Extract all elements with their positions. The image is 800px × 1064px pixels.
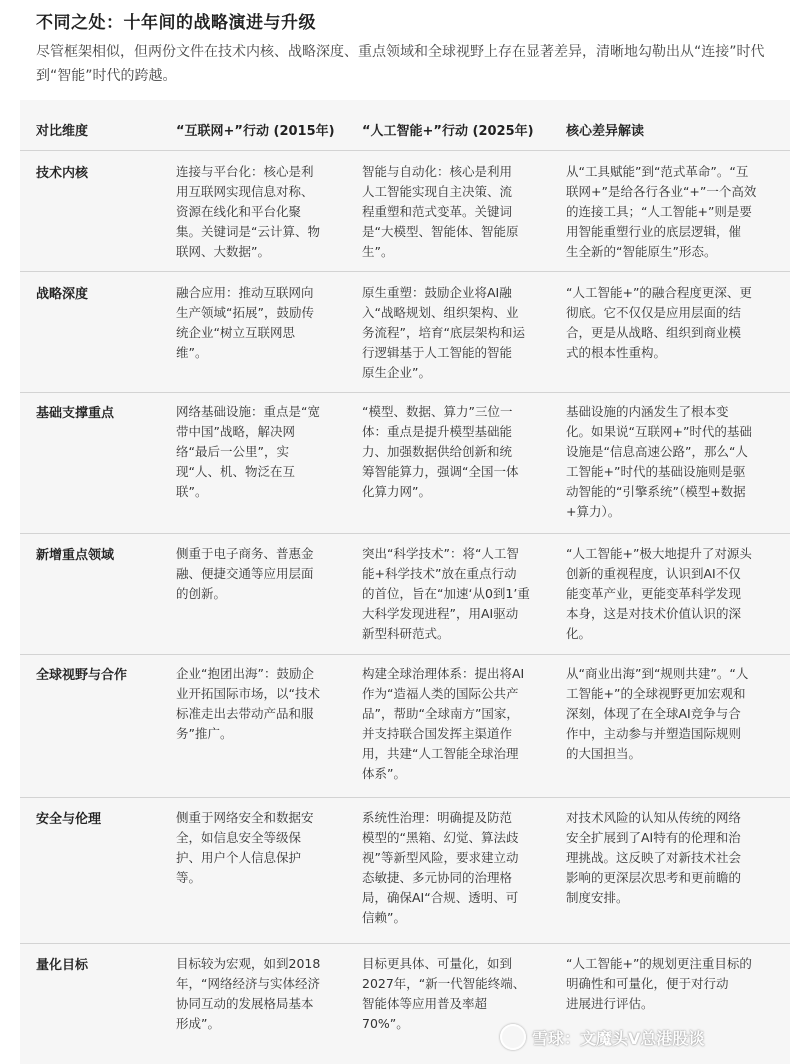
row-divider (20, 797, 790, 798)
difference-cell: “人工智能+”极大地提升了对源头 创新的重视程度，认识到AI不仅 能变革产业，更能变革科学发现 本身，这是对技术价值认识的深 化。 (566, 546, 752, 641)
row-dimension: 新增重点领域 (36, 548, 115, 563)
internet-plus-cell: 侧重于网络安全和数据安 全，如信息安全等级保 护、用户个人信息保护 等。 (176, 810, 314, 885)
internet-plus-cell: 网络基础设施：重点是“宽 带中国”战略，解决网 络“最后一公里”，实 现“人、机、物泛在互 联”。 (176, 404, 320, 499)
difference-cell: “人工智能+”的融合程度更深、更 彻底。它不仅仅是应用层面的结 合，更是从战略、组织到商业模 式的根本性重构。 (566, 285, 752, 360)
internet-plus-cell: 侧重于电子商务、普惠金 融、便捷交通等应用层面 的创新。 (176, 546, 314, 601)
column-header-internet-plus: “互联网+”行动 (2015年) (176, 124, 335, 139)
ai-plus-cell: “模型、数据、算力”三位一 体：重点是提升模型基础能 力、加强数据供给创新和统 筹智能算力，强调“全国一体 化算力网”。 (362, 404, 519, 499)
row-divider (20, 392, 790, 393)
ai-plus-cell: 智能与自动化：核心是利用 人工智能实现自主决策、流 程重塑和范式变革。关键词 是“大模型、智能体、智能原 生”。 (362, 164, 519, 259)
row-dimension: 技术内核 (36, 166, 89, 181)
internet-plus-cell: 企业“抱团出海”：鼓励企 业开拓国际市场，以“技术 标准走出去带动产品和服 务”推广。 (176, 666, 320, 741)
column-header-dimension: 对比维度 (36, 124, 89, 139)
ai-plus-cell: 构建全球治理体系：提出将AI 作为“造福人类的国际公共产 品”，帮助“全球南方”国家， 并支持联合国发挥主渠道作 用，共建“人工智能全球治理 体系”。 (362, 666, 525, 781)
row-dimension: 量化目标 (36, 958, 89, 973)
row-dimension: 基础支撑重点 (36, 406, 115, 421)
row-dimension: 安全与伦理 (36, 812, 102, 827)
internet-plus-cell: 连接与平台化：核心是利 用互联网实现信息对称、 资源在线化和平台化聚 集。关键词是“云计算、物 联网、大数据”。 (176, 164, 320, 259)
ai-plus-cell: 目标更具体、可量化，如到 2027年，“新一代智能终端、 智能体等应用普及率超 70%”。 (362, 956, 526, 1031)
watermark-text: 雪球：文魔头V总港股谈 (532, 1028, 705, 1048)
difference-cell: 从“商业出海”到“规则共建”。“人 工智能+”的全球视野更加宏观和 深刻，体现了在全球AI竞争与合 作中，主动参与并塑造国际规则 的大国担当。 (566, 666, 749, 761)
difference-cell: 对技术风险的认知从传统的网络 安全扩展到了AI特有的伦理和治 理挑战。这反映了对新技术社会 影响的更深层次思考和更前瞻的 制度安排。 (566, 810, 742, 905)
header-divider (20, 150, 790, 151)
row-dimension: 战略深度 (36, 287, 89, 302)
row-divider (20, 943, 790, 944)
row-divider (20, 271, 790, 272)
internet-plus-cell: 融合应用：推动互联网向 生产领域“拓展”，鼓励传 统企业“树立互联网思 维”。 (176, 285, 314, 360)
difference-cell: 基础设施的内涵发生了根本变 化。如果说“互联网+”时代的基础 设施是“信息高速公路”，那么“人 工智能+”时代的基础设施则是驱 动智能的“引擎系统”（模型+数据 +算力）。 (566, 404, 752, 519)
ai-plus-cell: 突出“科学技术”：将“人工智 能+科学技术”放在重点行动 的首位，旨在“加速‘从0到1’重 大科学发现进程”，用AI驱动 新型科研范式。 (362, 546, 530, 641)
ai-plus-cell: 原生重塑：鼓励企业将AI融 入“战略规划、组织架构、业 务流程”，培育“底层架构和运 行逻辑基于人工智能的智能 原生企业”。 (362, 285, 525, 380)
snowball-logo-icon (500, 1024, 526, 1050)
column-header-core-difference: 核心差异解读 (566, 124, 645, 139)
page-title: 不同之处：十年间的战略演进与升级 (36, 13, 316, 33)
intro-paragraph: 尽管框架相似，但两份文件在技术内核、战略深度、重点领域和全球视野上存在显著差异，清晰地勾勒出从“连接”时代到“智能”时代的跨越。 (36, 44, 765, 84)
watermark (500, 1024, 704, 1050)
row-divider (20, 654, 790, 655)
internet-plus-cell: 目标较为宏观，如到2018 年，“网络经济与实体经济 协同互动的发展格局基本 形成”。 (176, 956, 321, 1031)
difference-cell: 从“工具赋能”到“范式革命”。“互 联网+”是给各行各业“+”一个高效 的连接工具；“人工智能+”则是要 用智能重塑行业的底层逻辑，催 生全新的“智能原生”形态。 (566, 164, 757, 259)
ai-plus-cell: 系统性治理：明确提及防范 模型的“黑箱、幻觉、算法歧 视”等新型风险，要求建立动 态敏捷、多元协同的治理格 局，确保AI“合规、透明、可 信赖”。 (362, 810, 519, 925)
column-header-ai-plus: “人工智能+”行动 (2025年) (362, 124, 534, 139)
difference-cell: “人工智能+”的规划更注重目标的 明确性和可量化，便于对行动 进展进行评估。 (566, 956, 752, 1011)
row-dimension: 全球视野与合作 (36, 668, 128, 683)
row-divider (20, 533, 790, 534)
